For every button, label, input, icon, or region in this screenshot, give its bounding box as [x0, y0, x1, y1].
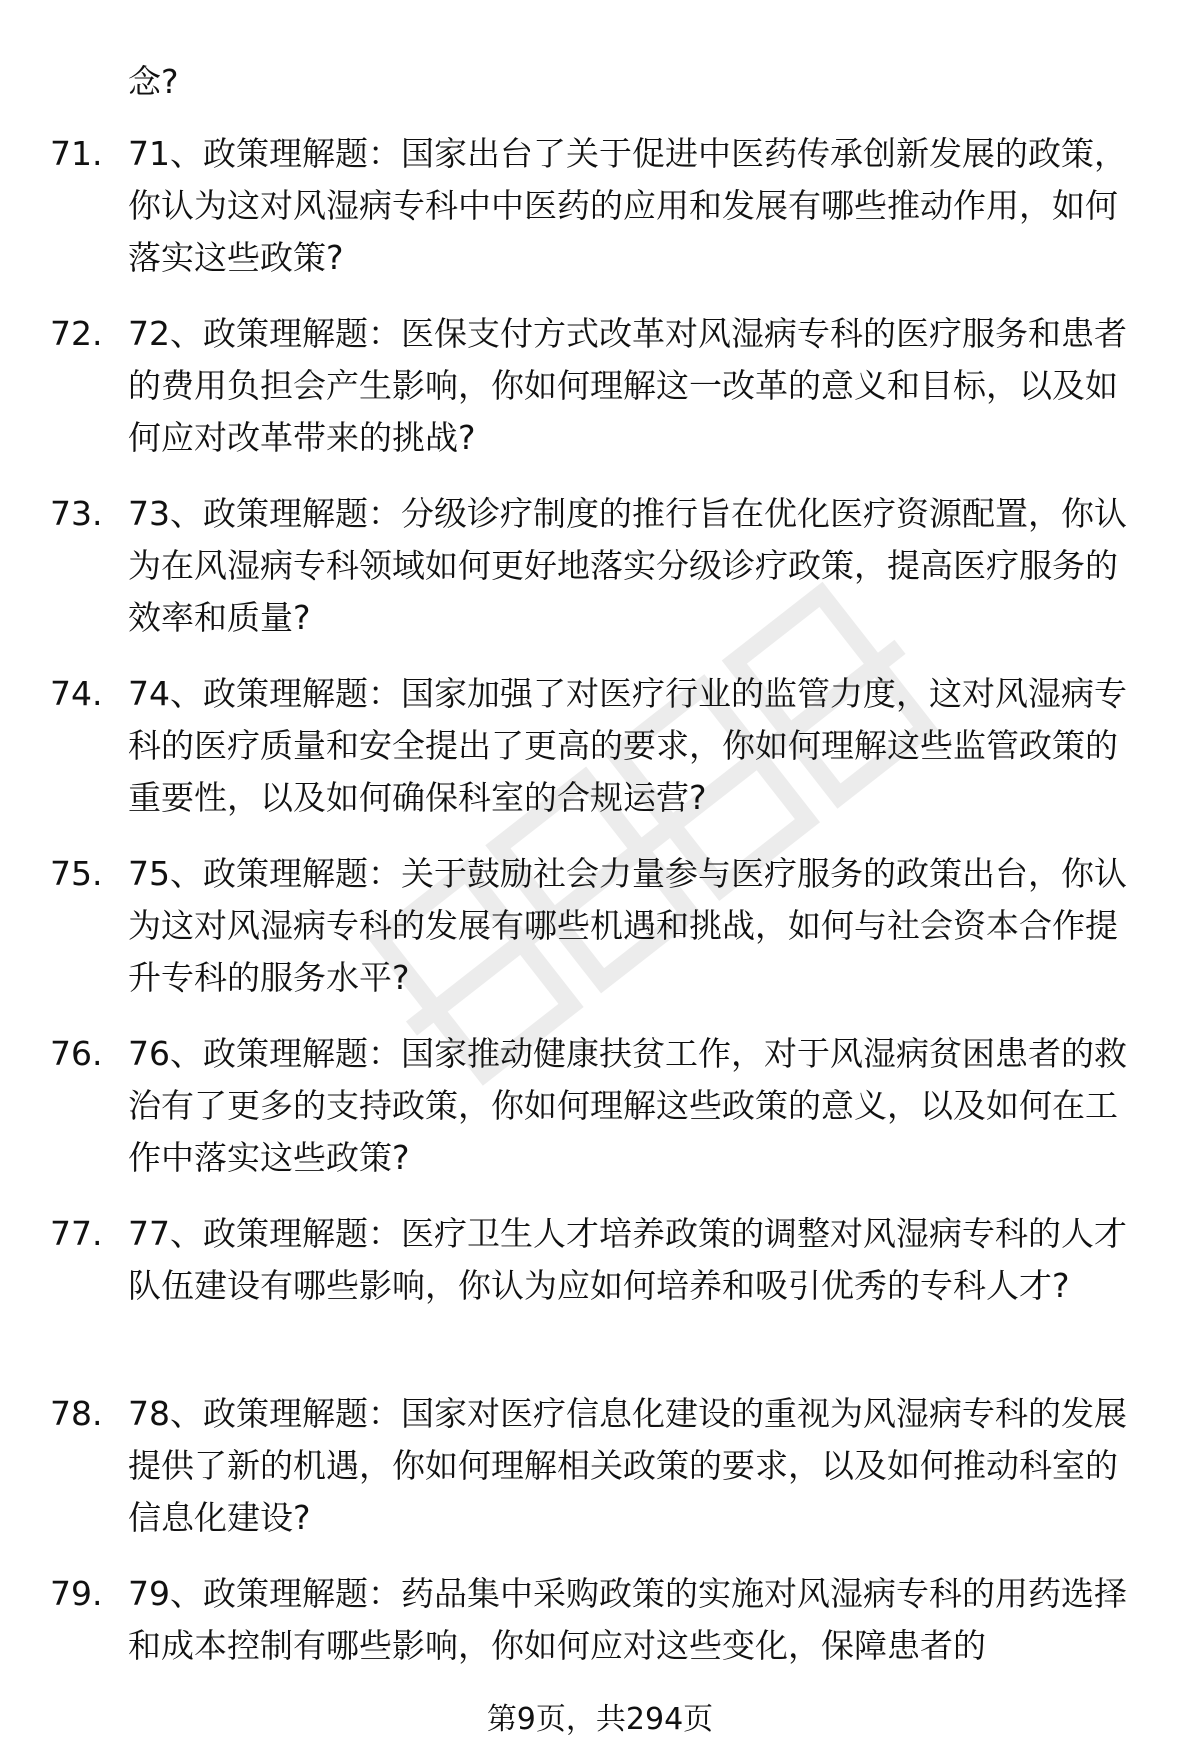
question-number: 74.	[50, 674, 103, 713]
question-list	[0, 128, 1200, 1748]
question-text: 77、政策理解题：医疗卫生人才培养政策的调整对风湿病专科的人才队伍建设有哪些影响，你认为应如何培养和吸引优秀的专科人才?	[128, 1214, 1127, 1305]
question-number: 75.	[50, 854, 103, 893]
question-text: 73、政策理解题：分级诊疗制度的推行旨在优化医疗资源配置，你认为在风湿病专科领域如何更好地落实分级诊疗政策，提高医疗服务的效率和质量?	[128, 494, 1127, 637]
question-item	[0, 488, 1200, 668]
continuation-text: 念?	[128, 62, 179, 101]
question-number: 71.	[50, 134, 103, 173]
question-text: 71、政策理解题：国家出台了关于促进中医药传承创新发展的政策，你认为这对风湿病专科中中医药的应用和发展有哪些推动作用，如何落实这些政策?	[128, 134, 1127, 277]
question-number: 73.	[50, 494, 103, 533]
question-number: 77.	[50, 1214, 103, 1253]
question-text: 79、政策理解题：药品集中采购政策的实施对风湿病专科的用药选择和成本控制有哪些影响，你如何应对这些变化，保障患者的	[128, 1574, 1127, 1665]
question-text: 72、政策理解题：医保支付方式改革对风湿病专科的医疗服务和患者的费用负担会产生影响，你如何理解这一改革的意义和目标，以及如何应对改革带来的挑战?	[128, 314, 1127, 457]
question-item	[0, 308, 1200, 488]
page-number-label: 第9页，共294页	[486, 1702, 714, 1737]
question-text: 78、政策理解题：国家对医疗信息化建设的重视为风湿病专科的发展提供了新的机遇，你如何理解相关政策的要求，以及如何推动科室的信息化建设?	[128, 1394, 1127, 1537]
question-text: 76、政策理解题：国家推动健康扶贫工作，对于风湿病贫困患者的救治有了更多的支持政策，你如何理解这些政策的意义，以及如何在工作中落实这些政策?	[128, 1034, 1127, 1177]
question-text: 74、政策理解题：国家加强了对医疗行业的监管力度，这对风湿病专科的医疗质量和安全提出了更高的要求，你如何理解这些监管政策的重要性，以及如何确保科室的合规运营?	[128, 674, 1127, 817]
question-text: 75、政策理解题：关于鼓励社会力量参与医疗服务的政策出台，你认为这对风湿病专科的发展有哪些机遇和挑战，如何与社会资本合作提升专科的服务水平?	[128, 854, 1127, 997]
question-number: 76.	[50, 1034, 103, 1073]
question-number: 79.	[50, 1574, 103, 1613]
question-item	[0, 1208, 1200, 1388]
question-item	[0, 1388, 1200, 1568]
question-item	[0, 128, 1200, 308]
page-footer	[0, 1700, 1200, 1740]
question-number: 72.	[50, 314, 103, 353]
question-item	[0, 1028, 1200, 1208]
question-item	[0, 848, 1200, 1028]
question-item	[0, 668, 1200, 848]
question-number: 78.	[50, 1394, 103, 1433]
